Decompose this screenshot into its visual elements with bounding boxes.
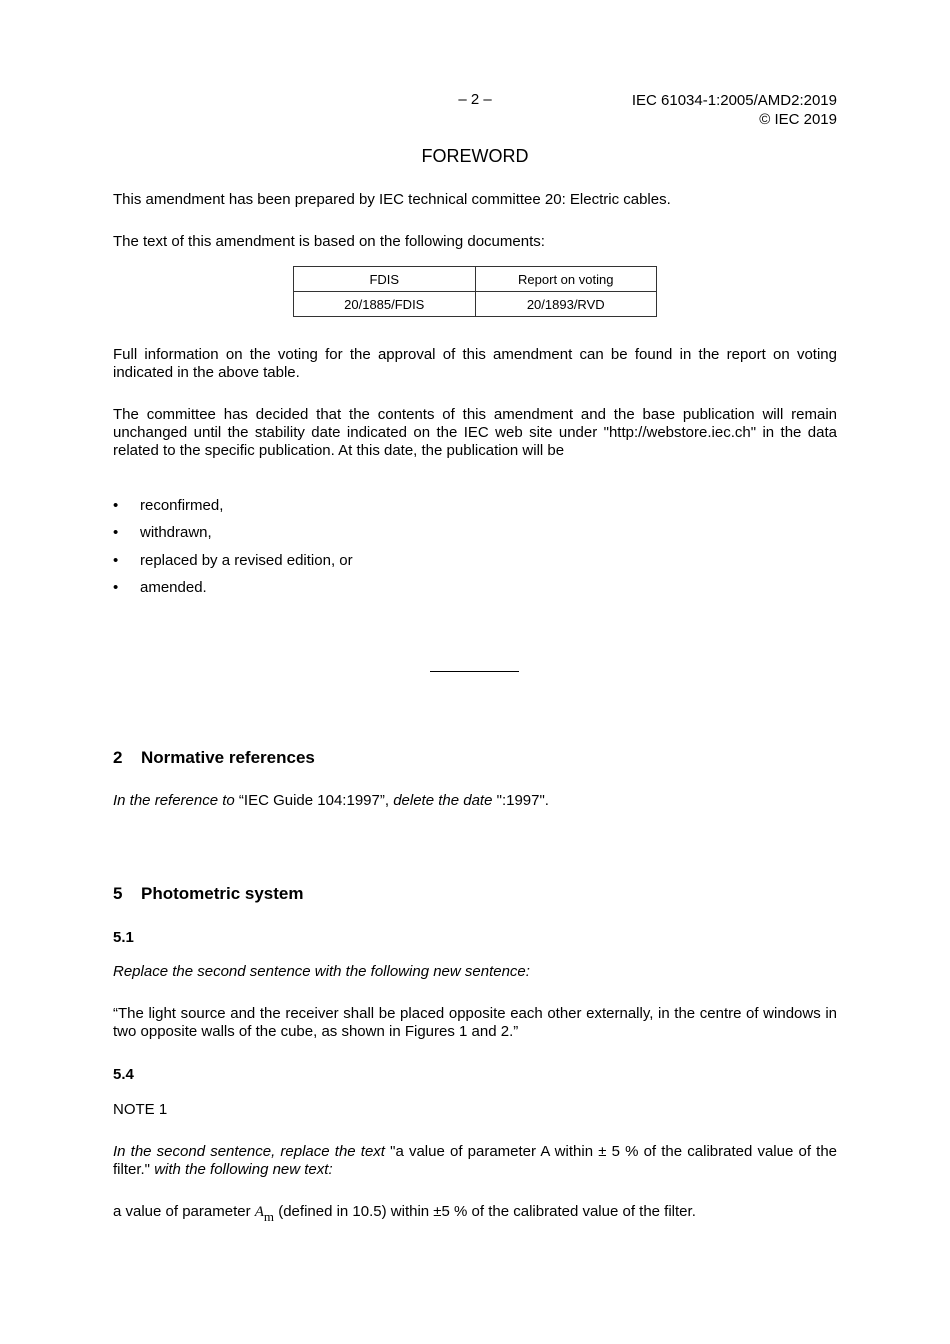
foreword-title: FOREWORD [421,146,529,166]
subsection-5-4-heading: 5.4 [113,1066,134,1083]
section-2-heading [113,748,315,768]
section-separator [430,671,519,672]
table-cell: 20/1885/FDIS [294,292,476,317]
document-id: IEC 61034-1:2005/AMD2:2019 [631,92,837,109]
subsection-5-4-new-text: a value of parameter $A_m$ (defined in 10.5) within ±5 % of the calibrated value of the filter. [113,1203,696,1224]
bullet-icon: • [113,497,119,514]
section-number: 2 [113,748,123,767]
document-header [632,91,837,129]
voting-documents-table [293,266,657,317]
copyright-notice: © IEC 2019 [759,111,837,128]
table-header-cell: Report on voting [475,267,657,292]
parameter-symbol: $A_m$ [254,1204,275,1224]
table-header-cell: FDIS [294,267,476,292]
section-2-instruction: In the reference to “IEC Guide 104:1997”, delete the date ":1997". [113,792,549,809]
subsection-5-1-heading: 5.1 [113,929,134,946]
subsection-5-1-new-sentence: “The light source and the receiver shall be placed opposite each other externally, in the centre of windows in two opposite walls of the cube, as shown in Figures 1 and 2.” [113,1005,837,1040]
page-number: – 2 – [458,91,492,108]
table-header-row [294,267,657,292]
section-5-heading [113,884,304,904]
bullet-icon: • [113,579,119,596]
section-title: Photometric system [141,884,304,903]
table-row [294,292,657,317]
foreword-paragraph-2: The text of this amendment is based on the following documents: [113,233,545,250]
foreword-paragraph-1: This amendment has been prepared by IEC technical committee 20: Electric cables. [113,191,671,208]
bullet-icon: • [113,524,119,541]
table-cell: 20/1893/RVD [475,292,657,317]
section-title: Normative references [141,748,315,767]
subsection-5-1-instruction: Replace the second sentence with the following new sentence: [113,963,530,980]
section-number: 5 [113,884,123,903]
foreword-paragraph-4: The committee has decided that the contents of this amendment and the base publication will remain unchanged until the stability date indicated on the IEC web site under "http://webstore.iec.ch" in the data related to the specific publication. At this date, the publication will be [113,406,837,459]
note-label: NOTE 1 [113,1101,168,1118]
subsection-5-4-instruction: In the second sentence, replace the text "a value of parameter A within ± 5 % of the calibrated value of the filter." with the following new text: [113,1143,838,1178]
foreword-paragraph-3: Full information on the voting for the approval of this amendment can be found in the report on voting indicated in the above table. [113,346,837,381]
bullet-icon: • [113,552,119,569]
